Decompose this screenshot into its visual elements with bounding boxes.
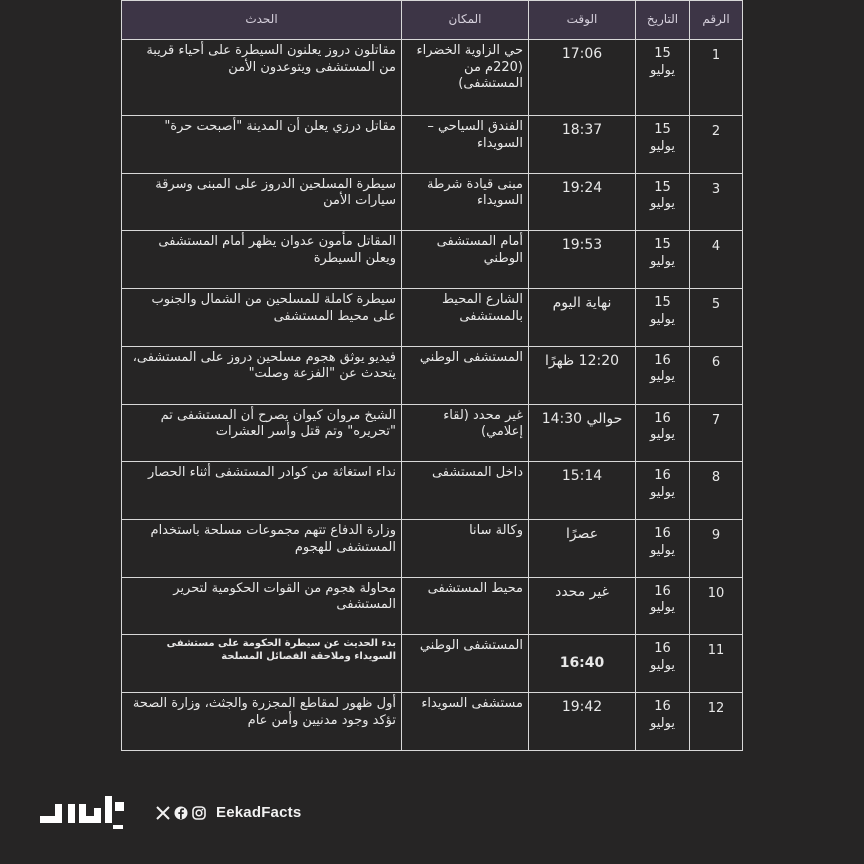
cell-time: 12:20 ظهرًا [529, 346, 636, 404]
cell-place: حي الزاوية الخضراء (220م من المستشفى) [402, 40, 529, 116]
cell-num: 9 [690, 519, 743, 577]
events-table-container [121, 0, 742, 751]
cell-event: المقاتل مأمون عدوان يظهر أمام المستشفى ويعلن السيطرة [122, 231, 402, 289]
cell-place: أمام المستشفى الوطني [402, 231, 529, 289]
cell-place: محيط المستشفى [402, 577, 529, 635]
cell-event: سيطرة المسلحين الدروز على المبنى وسرقة سيارات الأمن [122, 173, 402, 231]
cell-date [636, 173, 690, 231]
header-num: الرقم [690, 1, 743, 40]
cell-num: 5 [690, 289, 743, 347]
cell-date-month: يوليو [650, 600, 675, 616]
cell-time: 15:14 [529, 462, 636, 520]
cell-date [636, 519, 690, 577]
cell-time: 19:24 [529, 173, 636, 231]
cell-event: مقاتل درزي يعلن أن المدينة "أصبحت حرة" [122, 115, 402, 173]
cell-date-day: 16 [654, 641, 671, 657]
cell-event: مقاتلون دروز يعلنون السيطرة على أحياء قريبة من المستشفى ويتوعدون الأمن [122, 40, 402, 116]
cell-date-day: 16 [654, 583, 671, 599]
cell-date-month: يوليو [650, 427, 675, 443]
cell-place: داخل المستشفى [402, 462, 529, 520]
table-row [122, 404, 743, 462]
cell-event: محاولة هجوم من القوات الحكومية لتحرير المستشفى [122, 577, 402, 635]
cell-date-month: يوليو [650, 715, 675, 731]
cell-date [636, 462, 690, 520]
cell-time: نهاية اليوم [529, 289, 636, 347]
cell-date-month: يوليو [650, 658, 675, 674]
social-handle[interactable]: EekadFacts [216, 804, 302, 821]
cell-place: مبنى قيادة شرطة السويداء [402, 173, 529, 231]
cell-date-day: 16 [654, 525, 671, 541]
cell-num: 10 [690, 577, 743, 635]
cell-num: 7 [690, 404, 743, 462]
table-row [122, 289, 743, 347]
cell-num: 6 [690, 346, 743, 404]
cell-place: غير محدد (لقاء إعلامي) [402, 404, 529, 462]
cell-date-day: 16 [654, 699, 671, 715]
cell-num: 11 [690, 635, 743, 693]
cell-date [636, 404, 690, 462]
cell-event: نداء استغاثة من كوادر المستشفى أثناء الحصار [122, 462, 402, 520]
cell-date [636, 346, 690, 404]
cell-num: 12 [690, 693, 743, 751]
cell-date-month: يوليو [650, 311, 675, 327]
cell-date-month: يوليو [650, 62, 675, 78]
cell-event: أول ظهور لمقاطع المجزرة والجثث، وزارة الصحة تؤكد وجود مدنيين وأمن عام [122, 693, 402, 751]
cell-date-day: 16 [654, 468, 671, 484]
cell-time: 19:42 [529, 693, 636, 751]
table-row [122, 577, 743, 635]
facebook-icon[interactable] [174, 806, 188, 820]
cell-date-month: يوليو [650, 138, 675, 154]
cell-event: فيديو يوثق هجوم مسلحين دروز على المستشفى، يتحدث عن "الفزعة وصلت" [122, 346, 402, 404]
instagram-icon[interactable] [192, 806, 206, 820]
cell-time: حوالي 14:30 [529, 404, 636, 462]
footer [0, 790, 864, 840]
cell-date [636, 231, 690, 289]
cell-date-day: 15 [654, 121, 671, 137]
cell-place: وكالة سانا [402, 519, 529, 577]
cell-num: 2 [690, 115, 743, 173]
cell-num: 8 [690, 462, 743, 520]
events-table [121, 0, 743, 751]
cell-num: 1 [690, 40, 743, 116]
cell-date-day: 15 [654, 46, 671, 61]
eekad-logo [38, 794, 128, 830]
cell-date [636, 289, 690, 347]
cell-date-month: يوليو [650, 369, 675, 385]
cell-time: 16:40 [529, 635, 636, 693]
cell-date-month: يوليو [650, 196, 675, 212]
cell-date-month: يوليو [650, 253, 675, 269]
cell-date [636, 115, 690, 173]
cell-date-day: 16 [654, 410, 671, 426]
cell-date-month: يوليو [650, 484, 675, 500]
cell-date-day: 16 [654, 352, 671, 368]
cell-date [636, 577, 690, 635]
cell-num: 3 [690, 173, 743, 231]
table-row [122, 40, 743, 116]
cell-time: 18:37 [529, 115, 636, 173]
cell-place: مستشفى السويداء [402, 693, 529, 751]
table-row [122, 115, 743, 173]
cell-event: وزارة الدفاع تتهم مجموعات مسلحة باستخدام المستشفى للهجوم [122, 519, 402, 577]
cell-time: عصرًا [529, 519, 636, 577]
cell-time: غير محدد [529, 577, 636, 635]
table-row [122, 231, 743, 289]
header-date: التاريخ [636, 1, 690, 40]
table-header-row [122, 1, 743, 40]
table-row [122, 519, 743, 577]
cell-date-day: 15 [654, 179, 671, 195]
cell-date [636, 693, 690, 751]
cell-place: الفندق السياحي – السويداء [402, 115, 529, 173]
cell-place: المستشفى الوطني [402, 346, 529, 404]
cell-date-day: 15 [654, 237, 671, 253]
cell-num: 4 [690, 231, 743, 289]
cell-place: الشارع المحيط بالمستشفى [402, 289, 529, 347]
table-row [122, 693, 743, 751]
x-icon[interactable] [156, 806, 170, 820]
cell-time: 17:06 [529, 40, 636, 116]
cell-date [636, 635, 690, 693]
cell-event: الشيخ مروان كيوان يصرح أن المستشفى تم "تحريره" وتم قتل وأسر العشرات [122, 404, 402, 462]
table-row [122, 346, 743, 404]
header-place: المكان [402, 1, 529, 40]
table-row [122, 173, 743, 231]
table-row [122, 635, 743, 693]
cell-event: سيطرة كاملة للمسلحين من الشمال والجنوب على محيط المستشفى [122, 289, 402, 347]
cell-time: 19:53 [529, 231, 636, 289]
header-event: الحدث [122, 1, 402, 40]
cell-date-day: 15 [654, 295, 671, 311]
header-time: الوقت [529, 1, 636, 40]
cell-place: المستشفى الوطني [402, 635, 529, 693]
social-links [156, 804, 301, 821]
cell-date [636, 40, 690, 116]
cell-event: بدء الحديث عن سيطرة الحكومة على مستشفى السويداء وملاحقة الفصائل المسلحة [122, 635, 402, 693]
table-row [122, 462, 743, 520]
cell-date-month: يوليو [650, 542, 675, 558]
